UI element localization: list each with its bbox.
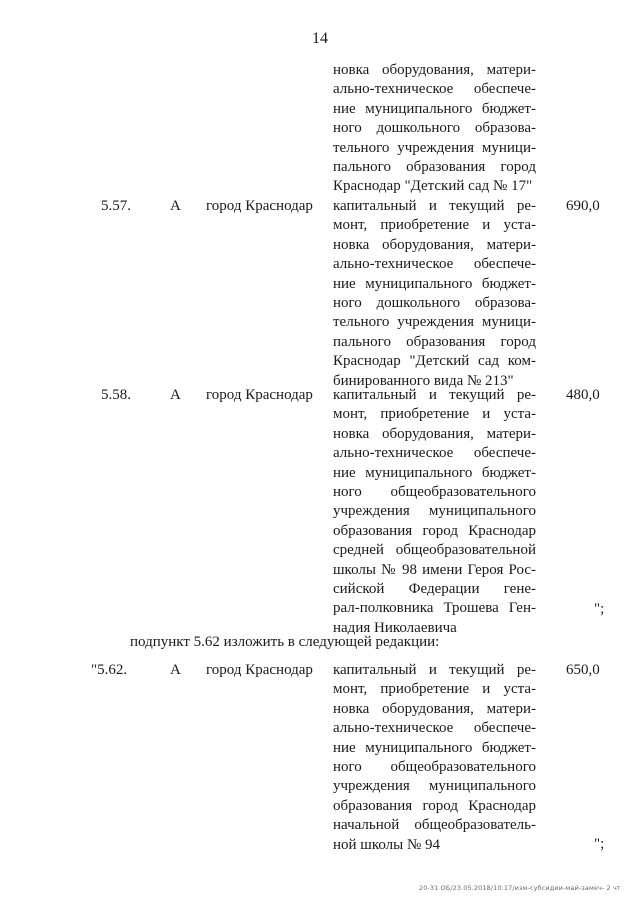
description-line: средней общеобразовательной <box>333 542 536 559</box>
description-line: рал-полковника Трошева Ген- <box>333 600 536 617</box>
description-line: ного дошкольного образова- <box>333 120 536 137</box>
description-line: сийской Федерации гене- <box>333 581 536 598</box>
description-line: пального образования город <box>333 333 536 350</box>
row-description <box>333 197 536 391</box>
description-line: бинированного вида № 213" <box>333 372 514 389</box>
row-city: город Краснодар <box>206 198 313 214</box>
description-line: ально-техническое обеспече- <box>333 720 536 737</box>
description-line: Краснодар "Детский сад ком- <box>333 353 536 370</box>
description-line: новка оборудования, матери- <box>333 700 536 717</box>
row-number: 5.57. <box>101 198 131 214</box>
description-line: школы № 98 имени Героя Рос- <box>333 561 536 578</box>
description-line: ние муниципального бюджет- <box>333 739 536 756</box>
description-line: ние муниципального бюджет- <box>333 100 536 117</box>
page-number: 14 <box>312 30 328 47</box>
description-line: ние муниципального бюджет- <box>333 464 536 481</box>
description-line: учреждения муниципального <box>333 503 536 520</box>
row-number: 5.58. <box>101 387 131 403</box>
description-line: учреждения муниципального <box>333 778 536 795</box>
description-line: капитальный и текущий ре- <box>333 198 536 214</box>
row-amount: 690,0 <box>566 198 600 214</box>
row-category: А <box>170 662 181 678</box>
description-line: ально-техническое обеспече- <box>333 256 536 273</box>
description-line: надия Николаевича <box>333 619 457 636</box>
instruction-text: подпункт 5.62 изложить в следующей редакции: <box>130 634 440 650</box>
document-footer: 20-31 ОБ/23.05.2018/10:17/изм-субсидии-май-замеч- 2 чт <box>419 884 621 892</box>
description-line: монт, приобретение и уста- <box>333 406 536 423</box>
description-line: новка оборудования, матери- <box>333 236 536 253</box>
closing-quote: "; <box>594 836 605 852</box>
row-amount: 650,0 <box>566 662 600 678</box>
continuation-description <box>333 61 536 197</box>
description-line: ного дошкольного образова- <box>333 295 536 312</box>
description-line: ние муниципального бюджет- <box>333 275 536 292</box>
description-line: начальной общеобразователь- <box>333 817 536 834</box>
description-line: ной школы № 94 <box>333 836 441 853</box>
description-line: новка оборудования, матери- <box>333 62 536 78</box>
row-category: А <box>170 387 181 403</box>
description-line: монт, приобретение и уста- <box>333 217 536 234</box>
row-number: "5.62. <box>91 662 128 678</box>
description-line: монт, приобретение и уста- <box>333 681 536 698</box>
description-line: тельного учреждения муници- <box>333 139 536 156</box>
row-city: город Краснодар <box>206 662 313 678</box>
row-description <box>333 386 536 638</box>
description-line: ного общеобразовательного <box>333 759 536 776</box>
row-amount: 480,0 <box>566 387 600 403</box>
description-line: пального образования город <box>333 159 536 176</box>
description-line: новка оборудования, матери- <box>333 425 536 442</box>
row-description <box>333 661 536 855</box>
description-line: образования город Краснодар <box>333 797 536 814</box>
description-line: ально-техническое обеспече- <box>333 445 536 462</box>
description-line: ально-техническое обеспече- <box>333 81 536 98</box>
closing-quote: "; <box>594 601 605 617</box>
row-category: А <box>170 198 181 214</box>
description-line: тельного учреждения муници- <box>333 314 536 331</box>
description-line: образования город Краснодар <box>333 522 536 539</box>
description-line: Краснодар "Детский сад № 17" <box>333 178 533 195</box>
description-line: ного общеобразовательного <box>333 484 536 501</box>
description-line: капитальный и текущий ре- <box>333 387 536 403</box>
description-line: капитальный и текущий ре- <box>333 662 536 678</box>
row-city: город Краснодар <box>206 387 313 403</box>
